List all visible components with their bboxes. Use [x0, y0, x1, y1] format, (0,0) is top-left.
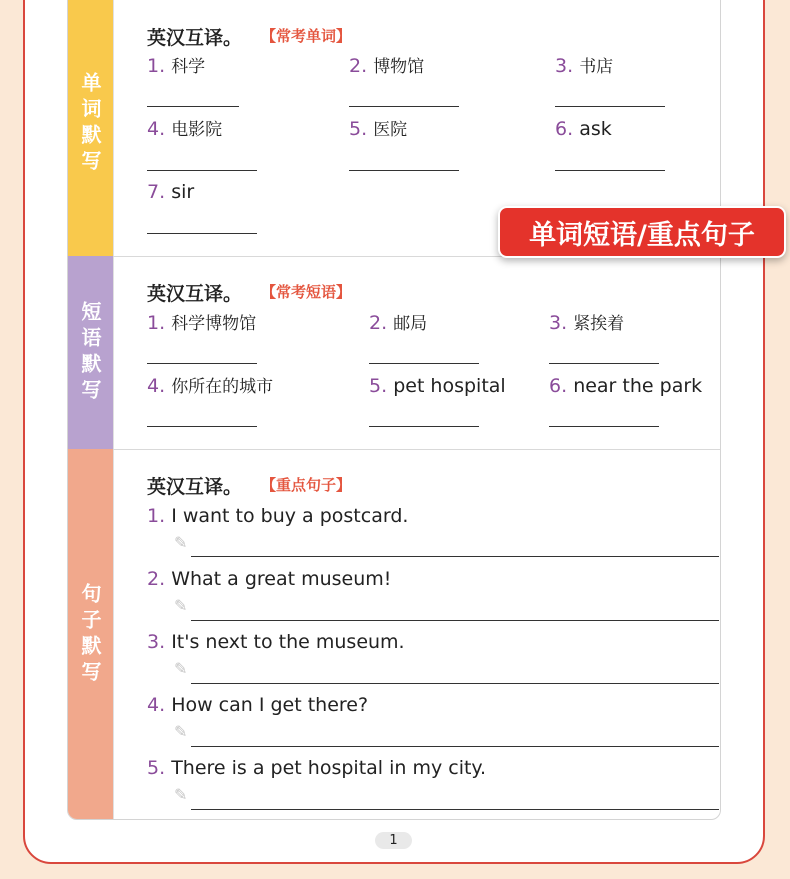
section-divider	[113, 449, 720, 450]
section-tag: 【重点句子】	[261, 476, 352, 494]
phrase-item-2: 2. 邮局	[369, 312, 428, 334]
phrase-item-4: 4. 你所在的城市	[147, 375, 274, 397]
pencil-icon: ✎	[174, 659, 188, 678]
answer-line[interactable]	[549, 363, 659, 364]
side-label-sentences: 句子默写	[68, 449, 113, 820]
word-item-7: 7. sir	[147, 181, 195, 203]
answer-line[interactable]	[349, 170, 459, 171]
answer-line[interactable]	[191, 746, 719, 747]
pencil-icon: ✎	[174, 785, 188, 804]
answer-line[interactable]	[555, 106, 665, 107]
section-heading: 英汉互译。	[147, 283, 243, 305]
answer-line[interactable]	[147, 106, 239, 107]
answer-line[interactable]	[549, 426, 659, 427]
worksheet-card	[67, 0, 721, 820]
answer-line[interactable]	[369, 363, 479, 364]
answer-line[interactable]	[191, 809, 719, 810]
answer-line[interactable]	[147, 363, 257, 364]
answer-line[interactable]	[191, 620, 719, 621]
word-item-5: 5. 医院	[349, 118, 408, 140]
word-item-6: 6. ask	[555, 118, 612, 140]
sentence-item-2: 2. What a great museum!	[147, 568, 392, 590]
word-item-1: 1. 科学	[147, 55, 206, 77]
pencil-icon: ✎	[174, 533, 188, 552]
phrase-item-3: 3. 紧挨着	[549, 312, 625, 334]
section-tag: 【常考短语】	[261, 283, 352, 301]
phrase-item-6: 6. near the park	[549, 375, 703, 397]
section-tag: 【常考单词】	[261, 27, 352, 45]
word-item-2: 2. 博物馆	[349, 55, 425, 77]
sentence-item-5: 5. There is a pet hospital in my city.	[147, 757, 487, 779]
answer-line[interactable]	[349, 106, 459, 107]
phrase-item-5: 5. pet hospital	[369, 375, 506, 397]
pencil-icon: ✎	[174, 596, 188, 615]
sentence-item-3: 3. It's next to the museum.	[147, 631, 405, 653]
answer-line[interactable]	[191, 556, 719, 557]
divider	[113, 0, 114, 819]
pencil-icon: ✎	[174, 722, 188, 741]
page-number: 1	[375, 832, 412, 849]
answer-line[interactable]	[369, 426, 479, 427]
answer-line[interactable]	[147, 426, 257, 427]
side-label-phrases: 短语默写	[68, 256, 113, 449]
answer-line[interactable]	[147, 170, 257, 171]
category-banner: 单词短语/重点句子	[498, 206, 786, 258]
section-heading: 英汉互译。	[147, 476, 243, 498]
answer-line[interactable]	[147, 233, 257, 234]
answer-line[interactable]	[555, 170, 665, 171]
section-heading: 英汉互译。	[147, 27, 243, 49]
word-item-4: 4. 电影院	[147, 118, 223, 140]
word-item-3: 3. 书店	[555, 55, 614, 77]
sentence-item-4: 4. How can I get there?	[147, 694, 369, 716]
phrase-item-1: 1. 科学博物馆	[147, 312, 257, 334]
sentence-item-1: 1. I want to buy a postcard.	[147, 505, 409, 527]
side-label-words: 单词默写	[68, 0, 113, 256]
answer-line[interactable]	[191, 683, 719, 684]
